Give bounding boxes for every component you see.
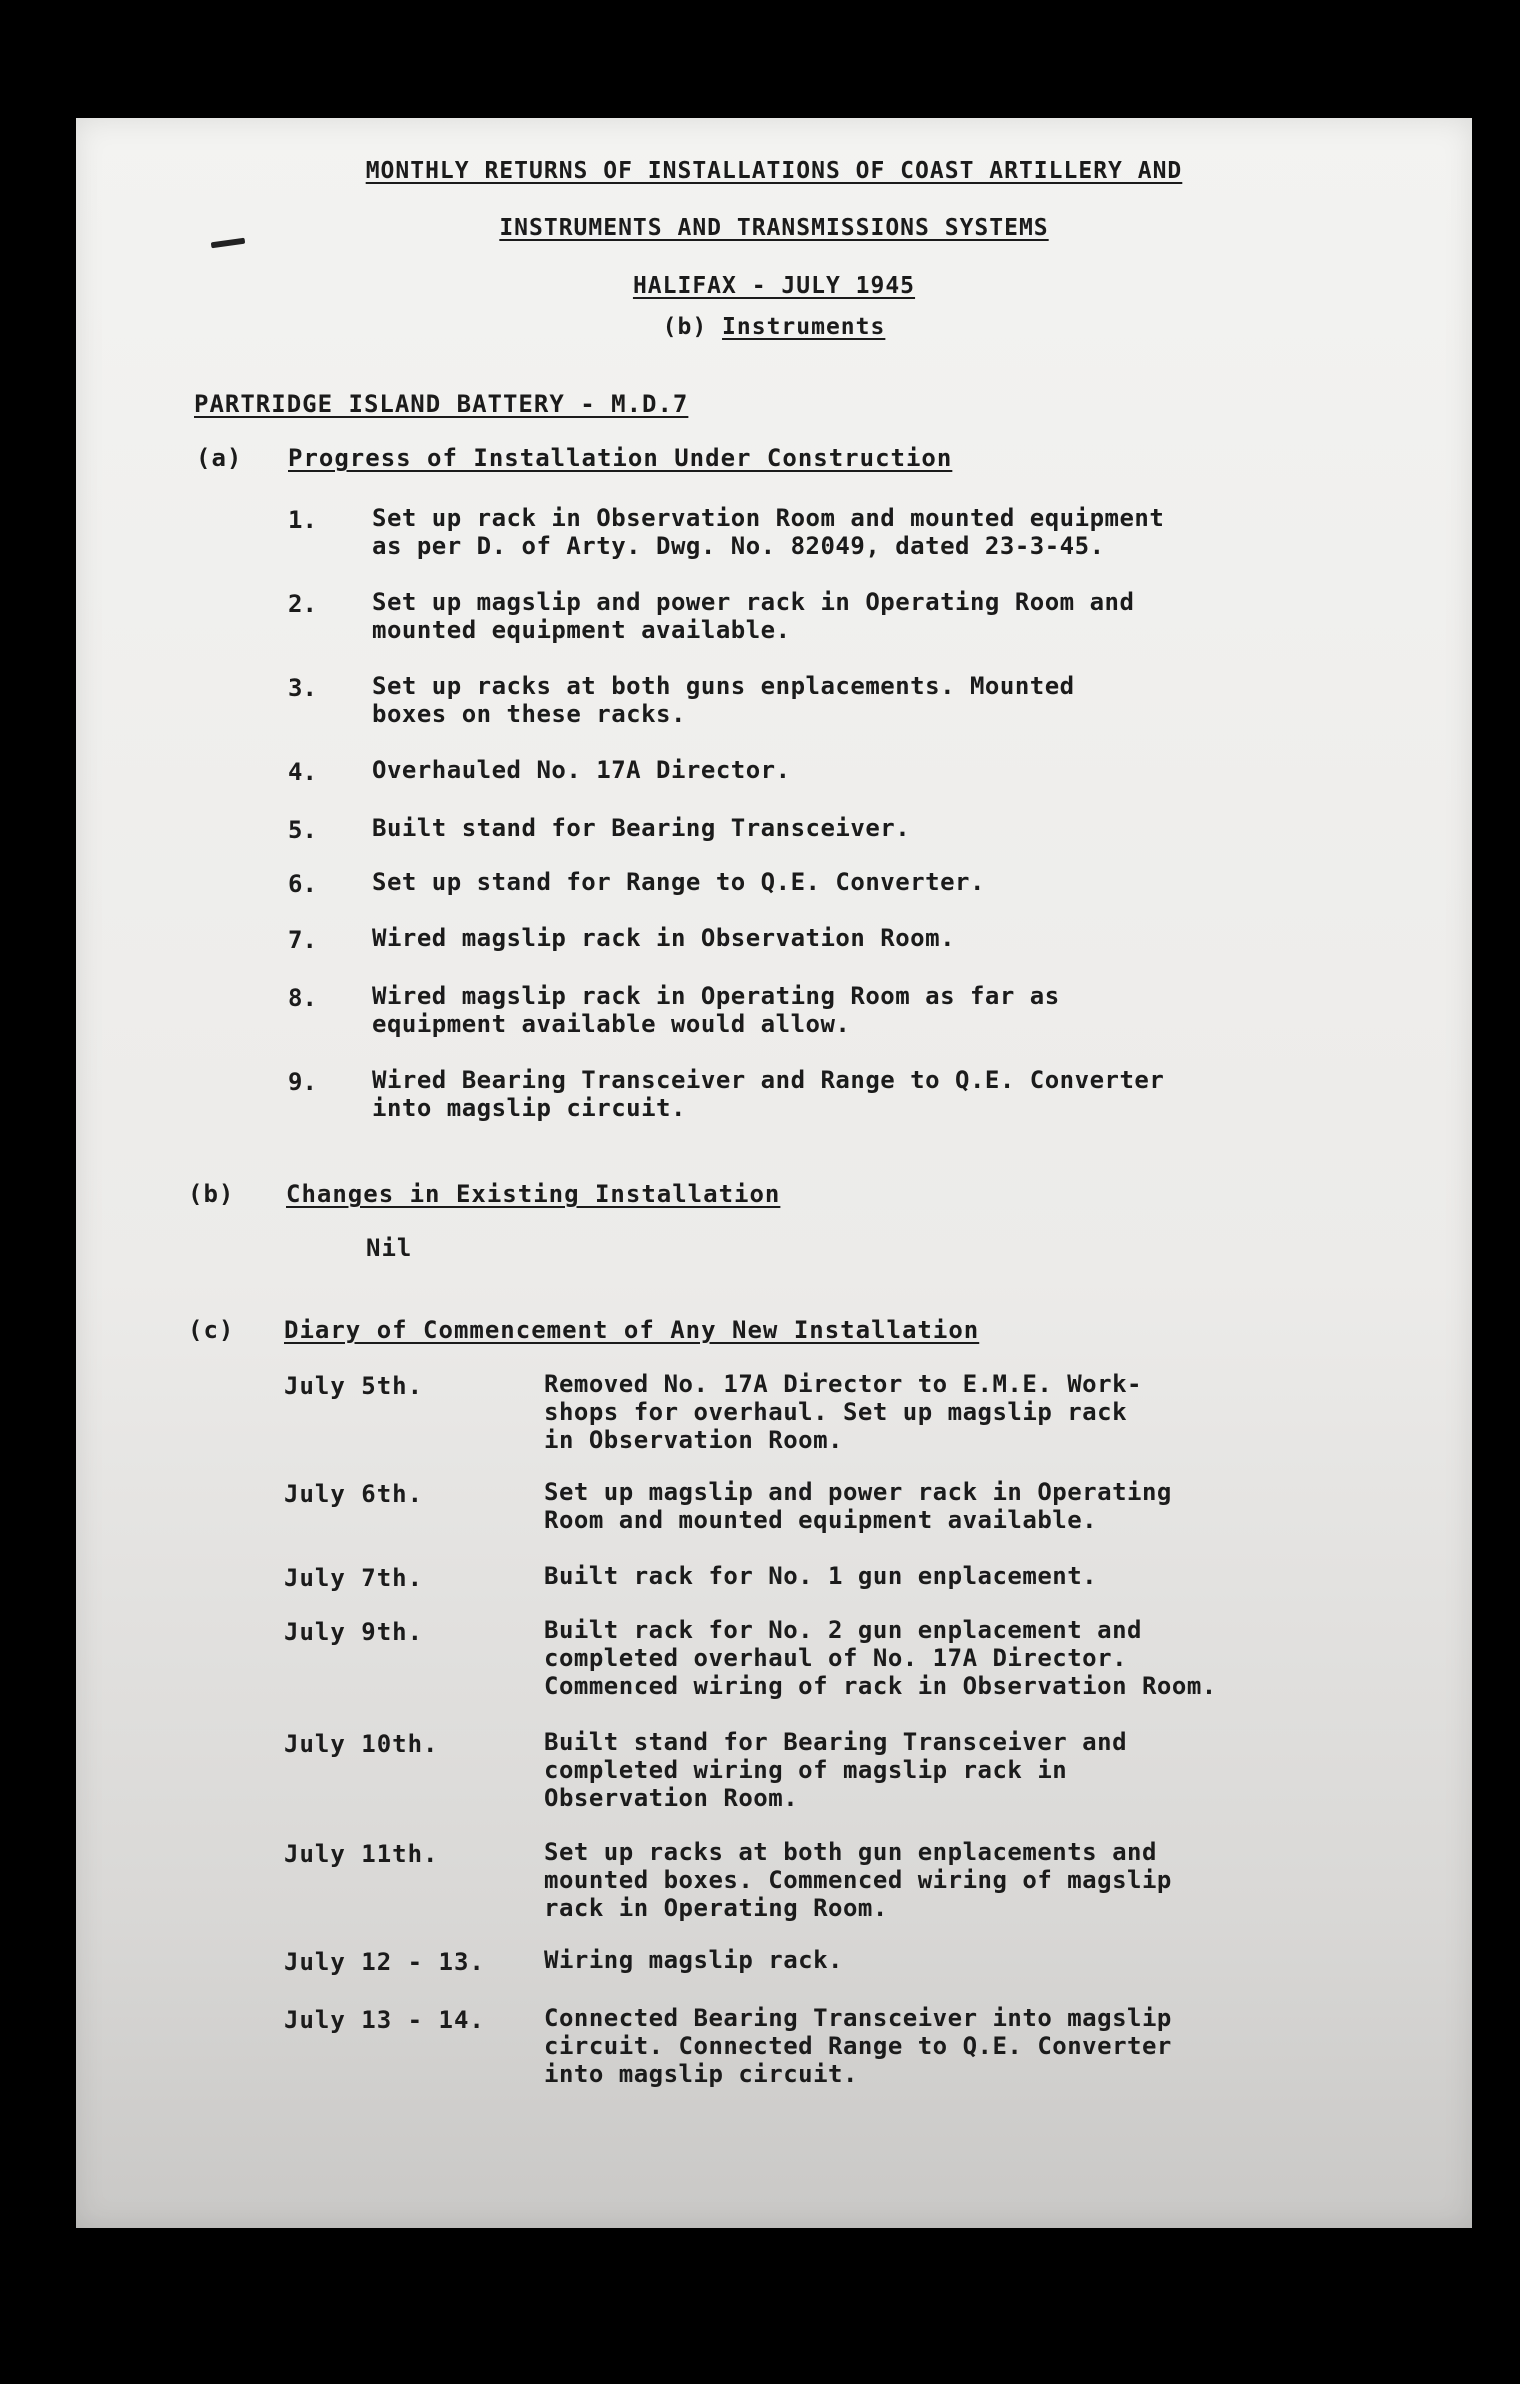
diary-text: Built stand for Bearing Transceiver and completed wiring of magslip rack in Observation Room. <box>544 1728 1128 1812</box>
item-number: 7. <box>288 926 317 954</box>
diary-date: July 11th. <box>284 1840 439 1868</box>
diary-date: July 6th. <box>284 1480 424 1508</box>
item-text: Built stand for Bearing Transceiver. <box>372 814 911 842</box>
diary-text: Set up racks at both gun enplacements and mounted boxes. Commenced wiring of magslip rack in Operating Room. <box>544 1838 1172 1922</box>
section-a-title: Progress of Installation Under Construction <box>288 444 953 472</box>
item-number: 9. <box>288 1068 317 1096</box>
item-text: Set up stand for Range to Q.E. Converter. <box>372 868 985 896</box>
document-page <box>76 118 1472 2228</box>
item-number: 5. <box>288 816 317 844</box>
diary-date: July 10th. <box>284 1730 439 1758</box>
diary-text: Connected Bearing Transceiver into magslip circuit. Connected Range to Q.E. Converter into magslip circuit. <box>544 2004 1172 2088</box>
diary-text: Set up magslip and power rack in Operating Room and mounted equipment available. <box>544 1478 1172 1534</box>
diary-text: Wiring magslip rack. <box>544 1946 843 1974</box>
section-b-title: Changes in Existing Installation <box>286 1180 781 1208</box>
section-c-marker: (c) <box>188 1316 235 1344</box>
item-number: 6. <box>288 870 317 898</box>
document-content <box>76 118 1472 2228</box>
item-number: 8. <box>288 984 317 1012</box>
item-number: 3. <box>288 674 317 702</box>
item-number: 1. <box>288 506 317 534</box>
diary-text: Built rack for No. 2 gun enplacement and completed overhaul of No. 17A Director. Commenced wiring of rack in Observation Room. <box>544 1616 1217 1700</box>
item-text: Overhauled No. 17A Director. <box>372 756 791 784</box>
subtitle-prefix: (b) <box>662 314 708 340</box>
item-number: 4. <box>288 758 317 786</box>
diary-text: Removed No. 17A Director to E.M.E. Work- shops for overhaul. Set up magslip rack in Observation Room. <box>544 1370 1142 1454</box>
subtitle-text: Instruments <box>722 314 886 340</box>
diary-date: July 13 - 14. <box>284 2006 485 2034</box>
header-line-1: MONTHLY RETURNS OF INSTALLATIONS OF COAST ARTILLERY AND <box>365 158 1183 184</box>
diary-date: July 9th. <box>284 1618 424 1646</box>
section-c-title: Diary of Commencement of Any New Installation <box>284 1316 980 1344</box>
section-a-marker: (a) <box>196 444 243 472</box>
diary-text: Built rack for No. 1 gun enplacement. <box>544 1562 1098 1590</box>
item-text: Wired magslip rack in Observation Room. <box>372 924 956 952</box>
diary-date: July 5th. <box>284 1372 424 1400</box>
battery-title: PARTRIDGE ISLAND BATTERY - M.D.7 <box>194 390 689 418</box>
header-line-2: INSTRUMENTS AND TRANSMISSIONS SYSTEMS <box>499 215 1049 241</box>
section-b-value: Nil <box>366 1234 413 1262</box>
section-b-marker: (b) <box>188 1180 235 1208</box>
item-text: Set up racks at both guns enplacements. Mounted boxes on these racks. <box>372 672 1075 728</box>
diary-date: July 7th. <box>284 1564 424 1592</box>
item-text: Set up magslip and power rack in Operating Room and mounted equipment available. <box>372 588 1135 644</box>
header-subtitle <box>76 314 1472 340</box>
item-text: Wired magslip rack in Operating Room as far as equipment available would allow. <box>372 982 1060 1038</box>
item-number: 2. <box>288 590 317 618</box>
item-text: Set up rack in Observation Room and mounted equipment as per D. of Arty. Dwg. No. 82049, dated 23-3-45. <box>372 504 1165 560</box>
diary-date: July 12 - 13. <box>284 1948 485 1976</box>
item-text: Wired Bearing Transceiver and Range to Q.E. Converter into magslip circuit. <box>372 1066 1165 1122</box>
header-line-3: HALIFAX - JULY 1945 <box>632 273 916 299</box>
